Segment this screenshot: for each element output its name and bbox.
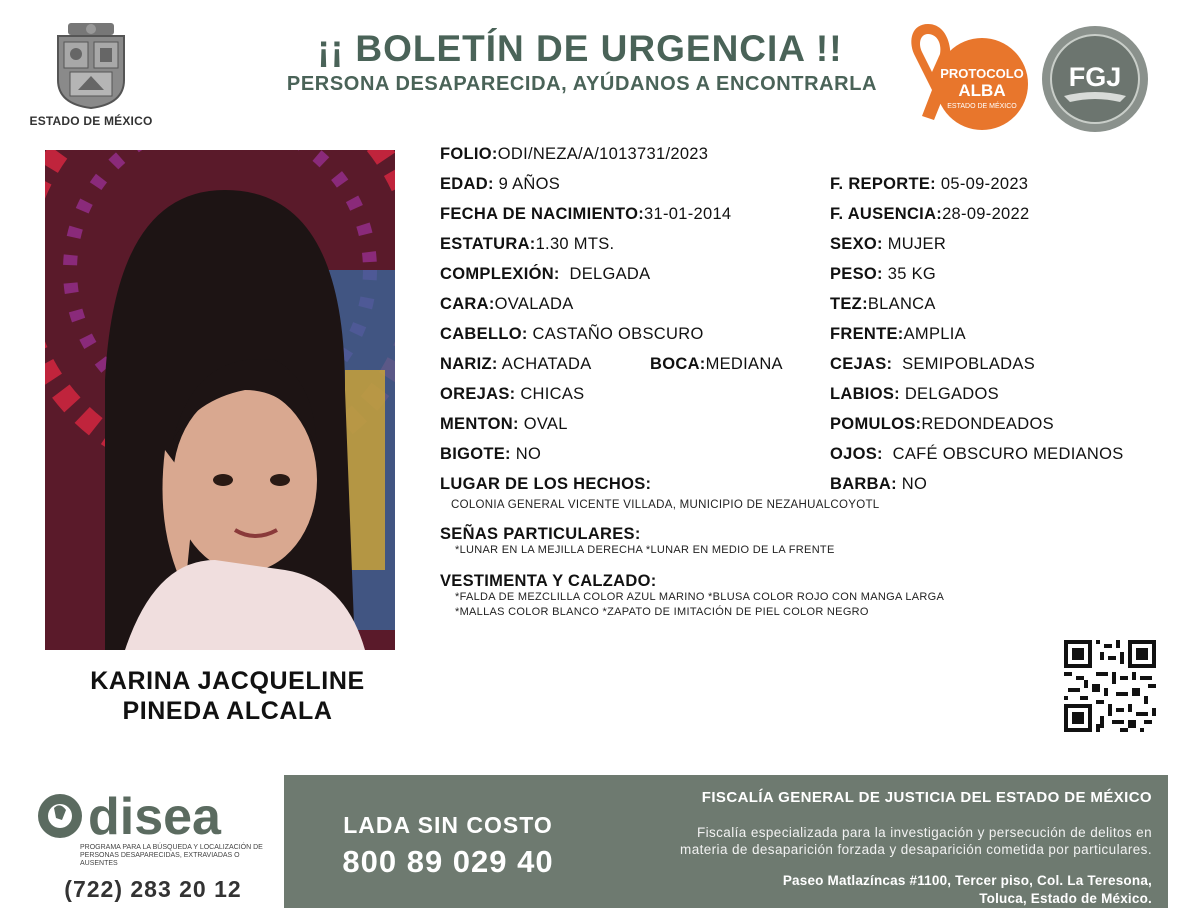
field-ojos: OJOS: CAFÉ OBSCURO MEDIANOS bbox=[830, 445, 1124, 463]
field-cabello: CABELLO: CASTAÑO OBSCURO bbox=[440, 325, 704, 343]
person-name-line1: KARINA JACQUELINE bbox=[90, 667, 365, 695]
state-label: ESTADO DE MÉXICO bbox=[29, 114, 153, 128]
qr-code bbox=[1064, 640, 1156, 732]
field-sexo: SEXO: MUJER bbox=[830, 235, 947, 253]
field-peso: PESO: 35 KG bbox=[830, 265, 937, 283]
field-frente: FRENTE:AMPLIA bbox=[830, 325, 966, 343]
field-f-reporte: F. REPORTE: 05-09-2023 bbox=[830, 175, 1029, 193]
field-labios: LABIOS: DELGADOS bbox=[830, 385, 999, 403]
fiscalia-address bbox=[600, 872, 1152, 908]
field-lugar-value: COLONIA GENERAL VICENTE VILLADA, MUNICIPIO DE NEZAHUALCOYOTL bbox=[451, 499, 880, 511]
field-bigote: BIGOTE: NO bbox=[440, 445, 542, 463]
alba-text-3: ESTADO DE MÉXICO bbox=[947, 103, 1017, 110]
vestimenta-line2: *MALLAS COLOR BLANCO *ZAPATO DE IMITACIÓN DE PIEL COLOR NEGRO bbox=[455, 606, 869, 618]
missing-person-photo bbox=[45, 150, 395, 650]
contact-phone: (722) 283 20 12 bbox=[64, 876, 242, 902]
field-folio: FOLIO:ODI/NEZA/A/1013731/2023 bbox=[440, 145, 709, 163]
person-name-line2: PINEDA ALCALA bbox=[122, 697, 333, 725]
field-boca: BOCA:MEDIANA bbox=[650, 355, 783, 373]
bulletin-title: ¡¡ BOLETÍN DE URGENCIA !! bbox=[317, 28, 843, 69]
lada-number: 800 89 029 40 bbox=[342, 844, 554, 879]
odisea-brand: disea bbox=[88, 788, 221, 846]
fiscalia-title: FISCALÍA GENERAL DE JUSTICIA DEL ESTADO DE MÉXICO bbox=[701, 789, 1152, 806]
field-lugar-label: LUGAR DE LOS HECHOS: bbox=[440, 475, 652, 493]
senas-label: SEÑAS PARTICULARES: bbox=[440, 525, 641, 543]
alba-text-1: PROTOCOLO bbox=[940, 66, 1024, 81]
person-name bbox=[45, 666, 410, 726]
vestimenta-line1: *FALDA DE MEZCLILLA COLOR AZUL MARINO *BLUSA COLOR ROJO CON MANGA LARGA bbox=[455, 591, 945, 603]
field-tez: TEZ:BLANCA bbox=[830, 295, 936, 313]
field-edad: EDAD: 9 AÑOS bbox=[440, 175, 561, 193]
description-line2: materia de desaparición forzada y desaparición cometida por particulares. bbox=[680, 842, 1152, 857]
lada-label: LADA SIN COSTO bbox=[343, 812, 553, 838]
address-line2: Toluca, Estado de México. bbox=[979, 891, 1152, 906]
vestimenta-label: VESTIMENTA Y CALZADO: bbox=[440, 572, 657, 590]
field-fecha-nacimiento: FECHA DE NACIMIENTO:31-01-2014 bbox=[440, 205, 732, 223]
field-f-ausencia: F. AUSENCIA:28-09-2022 bbox=[830, 205, 1030, 223]
description-line1: Fiscalía especializada para la investigación y persecución de delitos en bbox=[696, 825, 1152, 840]
odisea-program-text: PROGRAMA PARA LA BÚSQUEDA Y LOCALIZACIÓN DE PERSONAS DESAPARECIDAS, EXTRAVIADAS O AUSENTES bbox=[80, 844, 263, 867]
field-menton: MENTON: OVAL bbox=[440, 415, 568, 433]
field-nariz: NARIZ: ACHATADA bbox=[440, 355, 592, 373]
bulletin-subtitle: PERSONA DESAPARECIDA, AYÚDANOS A ENCONTRARLA bbox=[286, 73, 878, 95]
address-line1: Paseo Matlazíncas #1100, Tercer piso, Col. La Teresona, bbox=[782, 873, 1152, 888]
fiscalia-description bbox=[600, 824, 1152, 858]
field-pomulos: POMULOS:REDONDEADOS bbox=[830, 415, 1054, 433]
protocolo-alba-logo bbox=[898, 20, 1032, 132]
field-orejas: OREJAS: CHICAS bbox=[440, 385, 585, 403]
alba-text-2: ALBA bbox=[958, 81, 1006, 100]
field-estatura: ESTATURA:1.30 MTS. bbox=[440, 235, 615, 253]
field-complexion: COMPLEXIÓN: DELGADA bbox=[440, 265, 651, 283]
field-barba: BARBA: NO bbox=[830, 475, 928, 493]
estado-de-mexico-coat-of-arms-logo bbox=[50, 20, 132, 110]
senas-text: *LUNAR EN LA MEJILLA DERECHA *LUNAR EN MEDIO DE LA FRENTE bbox=[455, 544, 835, 556]
field-cejas: CEJAS: SEMIPOBLADAS bbox=[830, 355, 1036, 373]
fgj-seal-logo bbox=[1040, 24, 1150, 134]
field-cara: CARA:OVALADA bbox=[440, 295, 574, 313]
fgj-text: FGJ bbox=[1068, 62, 1122, 92]
